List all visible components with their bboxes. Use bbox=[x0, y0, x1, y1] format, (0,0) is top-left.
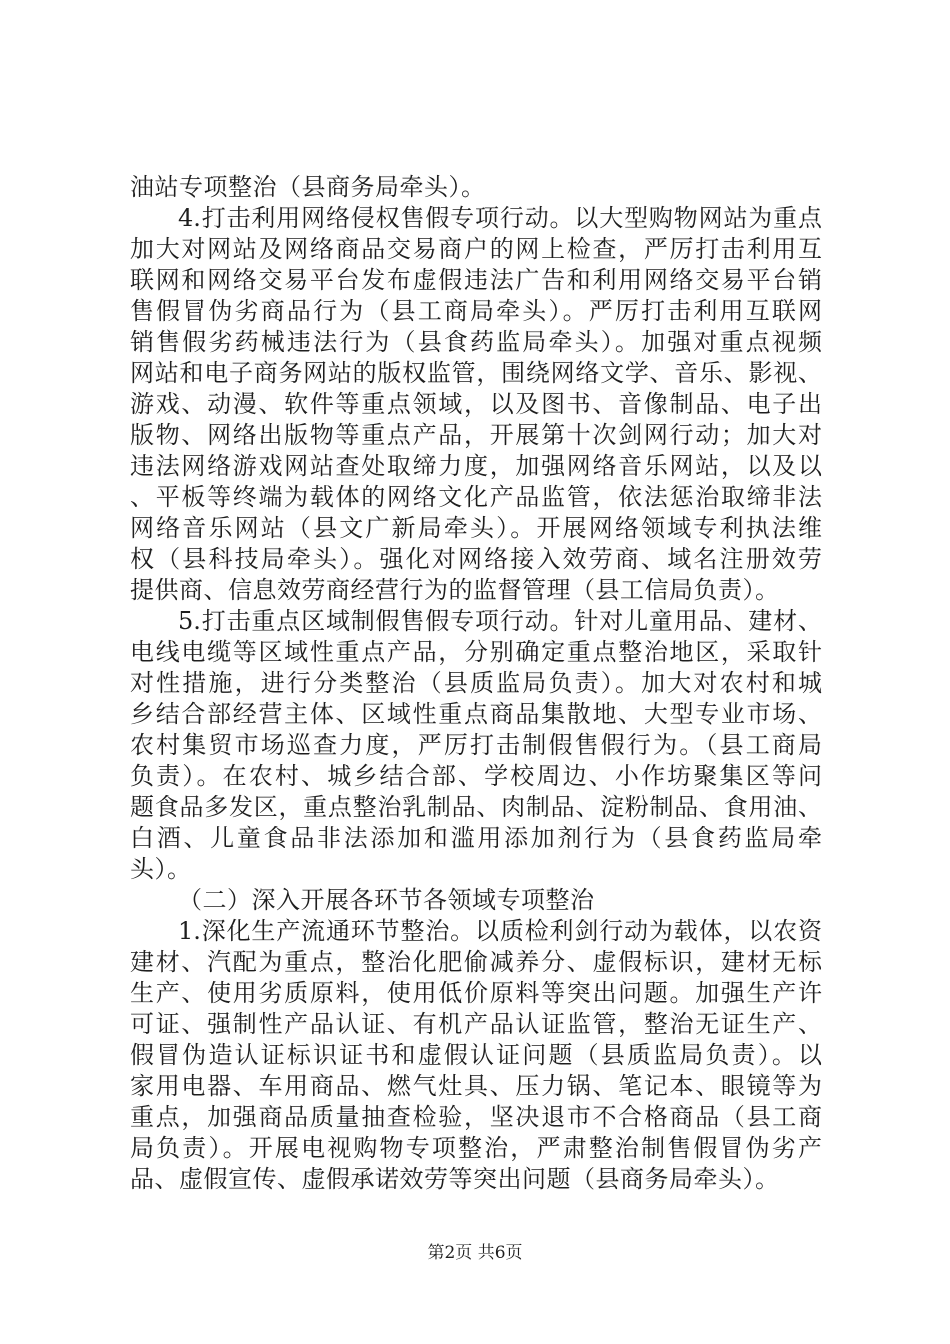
paragraph-continuation bbox=[130, 172, 822, 203]
text-line: 农村集贸市场巡查力度，严厉打击制假售假行为。（县工商局 bbox=[130, 731, 822, 759]
text-line: 品、虚假宣传、虚假承诺效劳等突出问题（县商务局牵头）。 bbox=[130, 1165, 780, 1193]
text-line: 网络音乐网站（县文广新局牵头）。开展网络领域专利执法维 bbox=[130, 514, 822, 542]
paragraph-item-5 bbox=[130, 606, 822, 885]
text-line: 负责）。在农村、城乡结合部、学校周边、小作坊聚集区等问 bbox=[130, 762, 822, 790]
text-line: 乡结合部经营主体、区域性重点商品集散地、大型专业市场、 bbox=[130, 700, 822, 728]
text-line: 提供商、信息效劳商经营行为的监督管理（县工信局负责）。 bbox=[130, 576, 780, 604]
page-number-indicator: 第2页 共6页 bbox=[427, 1243, 523, 1263]
text-line: 4.打击利用网络侵权售假专项行动。以大型购物网站为重点 bbox=[178, 204, 822, 232]
text-line: 联网和网络交易平台发布虚假违法广告和利用网络交易平台销 bbox=[130, 266, 822, 294]
text-line: 对性措施，进行分类整治（县质监局负责）。加大对农村和城 bbox=[130, 669, 822, 697]
text-line: 权（县科技局牵头）。强化对网络接入效劳商、域名注册效劳 bbox=[130, 545, 822, 573]
text-line: 建材、汽配为重点，整治化肥偷减养分、虚假标识，建材无标 bbox=[130, 948, 822, 976]
paragraph-item-1 bbox=[130, 916, 822, 1195]
text-line: 电线电缆等区域性重点产品，分别确定重点整治地区，采取针 bbox=[130, 638, 822, 666]
text-line: 局负责）。开展电视购物专项整治，严肃整治制售假冒伪劣产 bbox=[130, 1134, 822, 1162]
text-line: 重点，加强商品质量抽查检验，坚决退市不合格商品（县工商 bbox=[130, 1103, 822, 1131]
section-heading-text: （二）深入开展各环节各领域专项整治 bbox=[178, 886, 595, 914]
document-body bbox=[130, 172, 822, 1195]
text-line: 生产、使用劣质原料，使用低价原料等突出问题。加强生产许 bbox=[130, 979, 822, 1007]
text-line: 1.深化生产流通环节整治。以质检利剑行动为载体，以农资 bbox=[178, 917, 822, 945]
text-line: 游戏、动漫、软件等重点领域，以及图书、音像制品、电子出 bbox=[130, 390, 822, 418]
paragraph-item-4 bbox=[130, 203, 822, 606]
text-line: 家用电器、车用商品、燃气灶具、压力锅、笔记本、眼镜等为 bbox=[130, 1072, 822, 1100]
text-line: 销售假劣药械违法行为（县食药监局牵头）。加强对重点视频 bbox=[130, 328, 822, 356]
text-line: 加大对网站及网络商品交易商户的网上检查，严厉打击利用互 bbox=[130, 235, 822, 263]
text-line: 、平板等终端为载体的网络文化产品监管，依法惩治取缔非法 bbox=[130, 483, 822, 511]
text-line: 版物、网络出版物等重点产品，开展第十次剑网行动；加大对 bbox=[130, 421, 822, 449]
section-heading bbox=[130, 885, 822, 916]
text-line: 油站专项整治（县商务局牵头）。 bbox=[130, 173, 486, 201]
text-line: 5.打击重点区域制假售假专项行动。针对儿童用品、建材、 bbox=[178, 607, 822, 635]
page-footer bbox=[0, 1240, 950, 1266]
text-line: 违法网络游戏网站查处取缔力度，加强网络音乐网站，以及以 bbox=[130, 452, 822, 480]
text-line: 题食品多发区，重点整治乳制品、肉制品、淀粉制品、食用油、 bbox=[130, 793, 822, 821]
text-line: 可证、强制性产品认证、有机产品认证监管，整治无证生产、 bbox=[130, 1010, 822, 1038]
text-line: 售假冒伪劣商品行为（县工商局牵头）。严厉打击利用互联网 bbox=[130, 297, 822, 325]
text-line: 假冒伪造认证标识证书和虚假认证问题（县质监局负责）。以 bbox=[130, 1041, 822, 1069]
text-line: 白酒、儿童食品非法添加和滥用添加剂行为（县食药监局牵 bbox=[130, 824, 822, 852]
text-line: 网站和电子商务网站的版权监管，围绕网络文学、音乐、影视、 bbox=[130, 359, 822, 387]
text-line: 头）。 bbox=[130, 855, 192, 883]
